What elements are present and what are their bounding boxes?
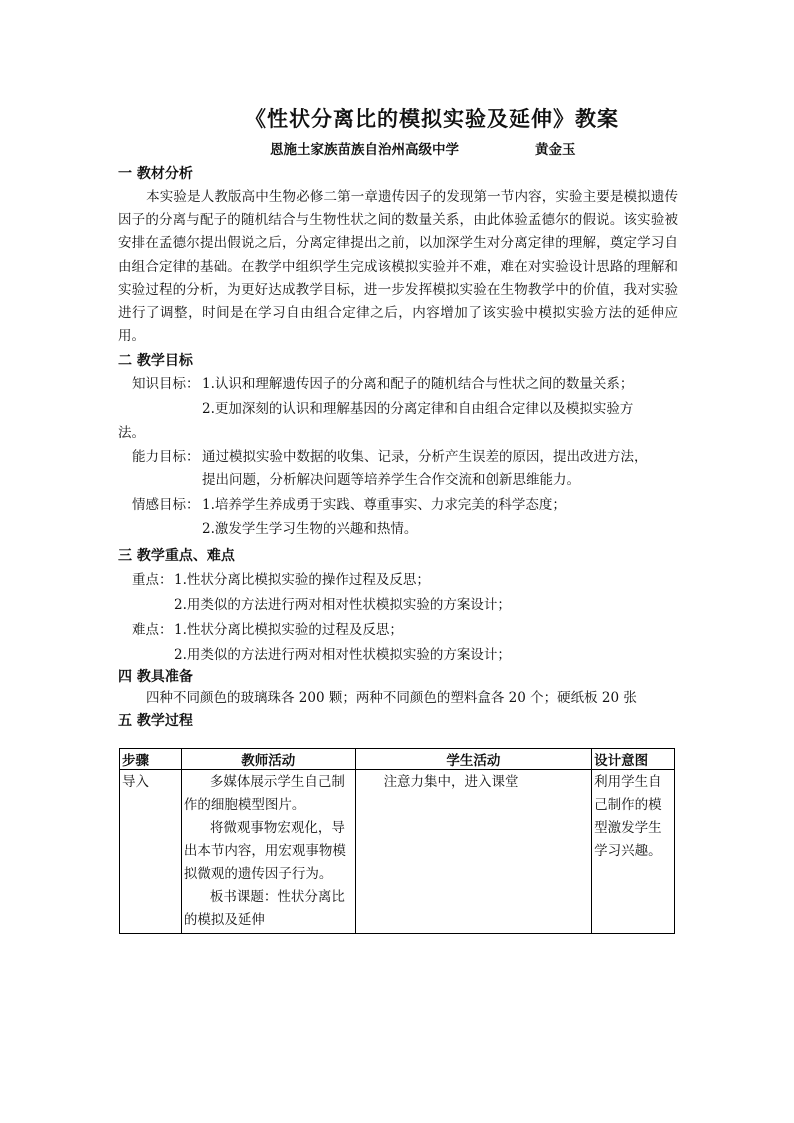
table-cell-intent: 利用学生自己制作的模型激发学生学习兴趣。 bbox=[592, 770, 675, 934]
difficulty-2: 2.用类似的方法进行两对相对性状模拟实验的方案设计； bbox=[174, 647, 511, 663]
teacher-activity-2 bbox=[184, 817, 353, 886]
teacher-activity-1-text: 多媒体展示学生自己制作的细胞模型图片。 bbox=[183, 774, 345, 813]
emotion-goal-2: 2.激发学生学习生物的兴趣和热情。 bbox=[202, 521, 418, 537]
table-header-row bbox=[120, 749, 675, 770]
teacher-activity-2-text: 将微观事物宏观化，导出本节内容，用宏观事物模拟微观的遗传因子行为。 bbox=[183, 820, 346, 882]
difficulty-label: 难点： bbox=[132, 622, 173, 638]
section-1-body bbox=[118, 186, 678, 348]
teacher-activity-1 bbox=[184, 771, 353, 817]
author-line bbox=[270, 138, 576, 158]
table-header-step: 步骤 bbox=[120, 749, 182, 770]
ability-goal-1: 通过模拟实验中数据的收集、记录，分析产生误差的原因，提出改进方法， bbox=[202, 449, 648, 465]
section-heading-5: 五 教学过程 bbox=[118, 713, 193, 729]
materials-list: 四种不同颜色的玻璃珠各 200 颗；两种不同颜色的塑料盒各 20 个；硬纸板 20 张 bbox=[146, 690, 637, 706]
table-cell-step: 导入 bbox=[120, 770, 182, 934]
student-activity-text: 注意力集中，进入课堂 bbox=[383, 774, 519, 790]
teacher-activity-3 bbox=[184, 886, 353, 932]
table-cell-teacher bbox=[181, 770, 355, 934]
difficulty-1: 1.性状分离比模拟实验的过程及反思； bbox=[174, 622, 403, 638]
table-row bbox=[120, 770, 675, 934]
section-heading-1: 一 教材分析 bbox=[118, 166, 193, 182]
school-name: 恩施土家族苗族自治州高级中学 bbox=[270, 142, 459, 158]
table-header-intent: 设计意图 bbox=[592, 749, 675, 770]
table-cell-student bbox=[355, 770, 592, 934]
author-name: 黄金玉 bbox=[535, 142, 576, 158]
emotion-goal-1: 1.培养学生养成勇于实践、尊重事实、力求完美的科学态度； bbox=[202, 497, 566, 513]
ability-goal-2: 提出问题，分析解决问题等培养学生合作交流和创新思维能力。 bbox=[202, 472, 580, 488]
knowledge-goal-2-cont: 法。 bbox=[118, 425, 145, 441]
key-point-1: 1.性状分离比模拟实验的操作过程及反思； bbox=[174, 572, 430, 588]
emotion-goal-label: 情感目标： bbox=[132, 497, 200, 513]
key-point-2: 2.用类似的方法进行两对相对性状模拟实验的方案设计； bbox=[174, 597, 511, 613]
teacher-activity-3-text: 板书课题：性状分离比的模拟及延伸 bbox=[183, 889, 345, 928]
document-title: 《性状分离比的模拟实验及延伸》教案 bbox=[245, 107, 619, 131]
teaching-process-table bbox=[119, 748, 675, 934]
table-header-student: 学生活动 bbox=[355, 749, 592, 770]
section-heading-3: 三 教学重点、难点 bbox=[118, 548, 235, 564]
section-heading-4: 四 教具准备 bbox=[118, 669, 193, 685]
knowledge-goal-2: 2.更加深刻的认识和理解基因的分离定律和自由组合定律以及模拟实验方 bbox=[202, 401, 634, 417]
key-point-label: 重点： bbox=[132, 572, 173, 588]
section-heading-2: 二 教学目标 bbox=[118, 353, 193, 369]
table-header-teacher: 教师活动 bbox=[181, 749, 355, 770]
knowledge-goal-label: 知识目标： bbox=[132, 376, 200, 392]
section-1-text: 本实验是人教版高中生物必修二第一章遗传因子的发现第一节内容，实验主要是模拟遗传因子的分离与配子的随机结合与生物性状之间的数量关系，由此体验孟德尔的假说。该实验被安排在孟德尔提出假说之后，分离定律提出之前，以加深学生对分离定律的理解，奠定学习自由组合定律的基础。在教学中组织学生完成该模拟实验并不难，难在对实验设计思路的理解和实验过程的分析，为更好达成教学目标，进一步发挥模拟实验在生物教学中的价值，我对实验进行了调整，时间是在学习自由组合定律之后，内容增加了该实验中模拟实验方法的延伸应用。 bbox=[118, 189, 678, 345]
knowledge-goal-1: 1.认识和理解遗传因子的分离和配子的随机结合与性状之间的数量关系； bbox=[202, 376, 634, 392]
ability-goal-label: 能力目标： bbox=[132, 449, 200, 465]
